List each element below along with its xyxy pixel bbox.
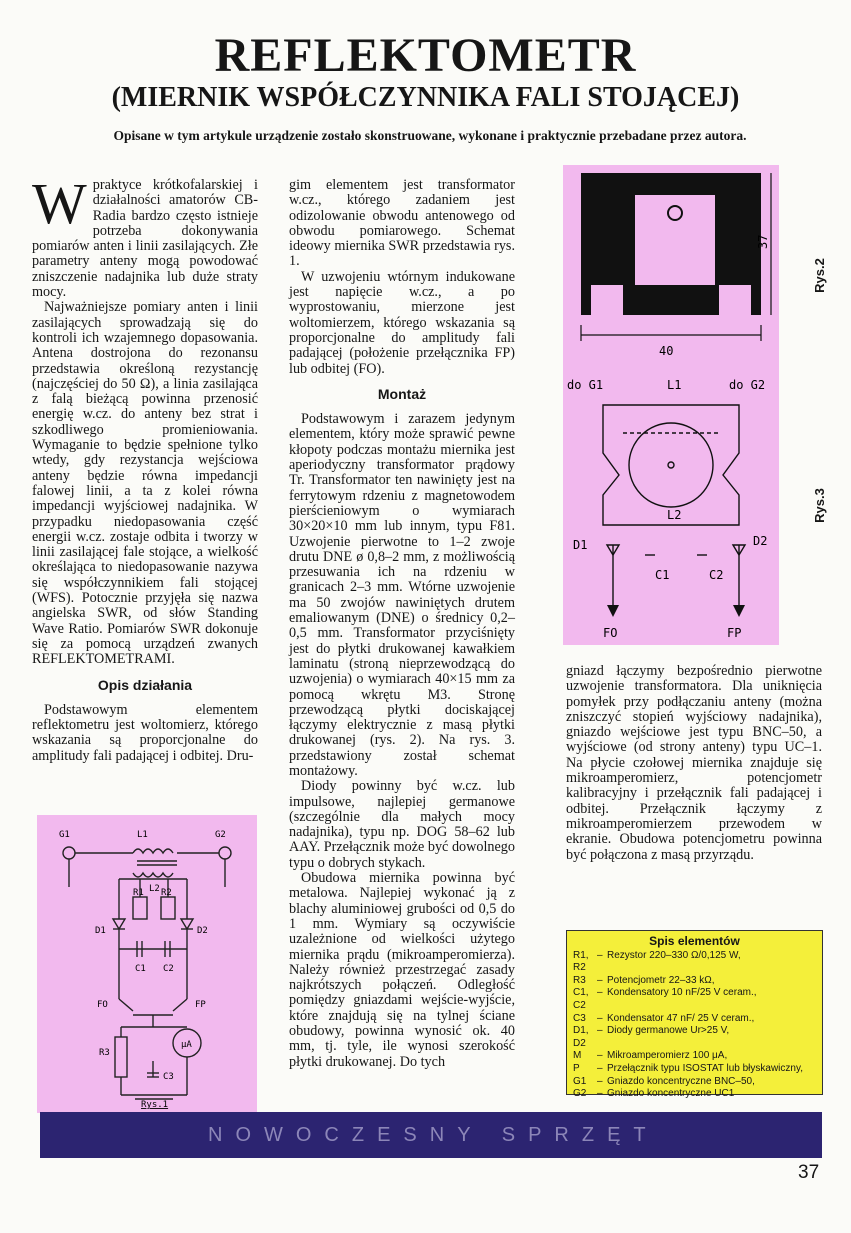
article-lead: Opisane w tym artykule urządzenie zostało skonstruowane, wykonane i praktycznie przebadane przez autora. — [113, 128, 747, 143]
svg-text:L1: L1 — [667, 378, 682, 392]
parts-row — [573, 1013, 816, 1026]
part-ref: G2 — [573, 1088, 587, 1100]
part-ref: C1, C2 — [573, 987, 589, 1011]
paragraph: Najważniejsze pomiary anten i linii zasilających sprowadzają się do kontroli ich wzajemnego dopasowania. Antena dostrojona do rezonansu przedstawia określoną rezystancję (najczęściej do 50 Ω), a linia zasilająca z falą bieżącą powinna przenosić energię w.cz. do anteny bez strat i szkodliwego promieniowania. Wymaganie to będzie spełnione tylko wtedy, gdy rezystancja wejściowa anteny będzie równa impedancji falowej linii, a ta z kolei równa impedancji wyjściowej nadajnika. W przypadku niedopasowania część energii w.cz. zostaje odbita i tworzy w linii zasilającej fale stojące, a wielkość określająca to niedopasowanie nazywa się współczynnikiem fali stojącej (WFS). Potocznie przyjęła się nazwa angielska SWR, od słów Standing Wave Ratio. Pomiarów SWR dokonuje się za pomocą urządzeń zwanych REFLEKTOMETRAMI. — [32, 299, 258, 668]
section-banner: NOWOCZESNY SPRZĘT — [40, 1112, 822, 1158]
svg-text:C3: C3 — [163, 1072, 174, 1082]
part-ref: R3 — [573, 974, 586, 986]
svg-text:D2: D2 — [197, 926, 208, 936]
svg-text:G2: G2 — [215, 830, 226, 840]
svg-text:do G1: do G1 — [567, 378, 604, 392]
paragraph: W uzwojeniu wtórnym indukowane jest napięcie w.cz., a po wyprostowaniu, mierzone jest woltomierzem, którego wskazania są proporcjonalne do amplitudy fali padającej (położenie przełącznika FP) lub odbitej (FO). — [289, 268, 515, 377]
paragraph: Podstawowym elementem reflektometru jest woltomierz, którego wskazania są proporcjonalne do amplitudy fali padającej i odbitej. Dru- — [32, 701, 258, 764]
column-2 — [289, 178, 515, 1070]
part-desc: Diody germanowe Ur>25 V, — [607, 1025, 730, 1037]
part-desc: Rezystor 220–330 Ω/0,125 W, — [607, 949, 741, 961]
svg-text:FO: FO — [603, 626, 618, 640]
svg-text:C1: C1 — [655, 568, 670, 582]
svg-text:L2: L2 — [667, 508, 682, 522]
drop-cap: W — [32, 171, 87, 236]
part-ref: C3 — [573, 1012, 586, 1024]
column-3 — [566, 664, 822, 863]
svg-text:FO: FO — [97, 1000, 108, 1010]
svg-text:C2: C2 — [163, 964, 174, 974]
paragraph: gniazd łączymy bezpośrednio pierwotne uzwojenie transformatora. Dla uniknięcia pomyłek przy podłączaniu anteny (można zniszczyć stopień wyjściowy nadajnika), gniazdo wejściowe jest typu BNC–50, a wyjściowe (od strony anteny) typu UC–1. Na płycie czołowej miernika znajduje się mikroamperomierz, potencjometr kalibracyjny i przełącznik fali padającej i odbitej. Przełącznik łączymy z mikroamperomierzem przewodem w ekranie. Obudowa potencjometru powinna być połączona z masą przyrządu. — [566, 663, 822, 863]
parts-row — [573, 975, 816, 988]
part-ref: G1 — [573, 1075, 587, 1087]
part-desc: Kondensatory 10 nF/25 V ceram., — [607, 987, 757, 999]
figure-rys1-schematic — [37, 815, 257, 1113]
parts-list — [566, 930, 823, 1100]
part-dash: – — [597, 974, 603, 986]
svg-text:μA: μA — [181, 1040, 192, 1050]
part-dash: – — [597, 1075, 603, 1087]
parts-row — [573, 1088, 816, 1101]
paragraph: gim elementem jest transformator w.cz., którego zadaniem jest odizolowanie obwodu antenowego od obwodu pomiarowego. Schemat ideowy miernika SWR przedstawia rys. 1. — [289, 177, 515, 270]
part-desc: Mikroamperomierz 100 μA, — [607, 1050, 728, 1062]
svg-text:FP: FP — [195, 1000, 206, 1010]
parts-row — [573, 950, 816, 975]
section-heading-montaz: Montaż — [377, 385, 427, 402]
section-heading-opis: Opis działania — [97, 676, 193, 693]
rys2-caption: Rys.2 — [811, 258, 827, 293]
part-dash: – — [597, 1062, 603, 1074]
paragraph: Diody powinny być w.cz. lub impulsowe, najlepiej germanowe (szczególnie dla małych mocy nadajnika), typu np. DOG 58–62 lub AAY. Przełącznik może być dowolnego typu o dobrych stykach. — [289, 778, 515, 871]
part-dash: – — [597, 1012, 603, 1024]
intro-paragraph: Wpraktyce krótkofalarskiej i działalności amatorów CB-Radia bardzo często istnieje potrzeba dokonywania pomiarów anten i linii zasilających. Złe parametry anteny mogą powodować zniszczenie nadajnika lub duże straty mocy. — [32, 171, 258, 301]
article-subtitle: (MIERNIK WSPÓŁCZYNNIKA FALI STOJĄCEJ) — [111, 82, 740, 113]
article-title: REFLEKTOMETR — [214, 29, 637, 82]
parts-row — [573, 1076, 816, 1089]
svg-text:L1: L1 — [137, 830, 148, 840]
svg-text:D1: D1 — [573, 538, 588, 552]
figure-rys2-rys3-pcb — [563, 165, 779, 645]
part-desc: Przełącznik typu ISOSTAT lub błyskawiczny, — [607, 1062, 803, 1074]
part-dash: – — [597, 987, 603, 999]
rys3-caption: Rys.3 — [811, 488, 827, 523]
svg-text:C2: C2 — [709, 568, 724, 582]
part-desc: Kondensator 47 nF/ 25 V ceram., — [607, 1012, 755, 1024]
page-number: 37 — [798, 1162, 820, 1183]
parts-row — [573, 1063, 816, 1076]
svg-text:do G2: do G2 — [729, 378, 766, 392]
schematic-diagram — [37, 815, 257, 1113]
column-1 — [32, 171, 258, 764]
part-desc: Gniazdo koncentryczne BNC–50, — [607, 1075, 755, 1087]
svg-text:C1: C1 — [135, 964, 146, 974]
part-ref: R1, R2 — [573, 949, 589, 974]
svg-text:D2: D2 — [753, 534, 768, 548]
part-desc: Potencjometr 22–33 kΩ, — [607, 974, 715, 986]
part-dash: – — [597, 1088, 603, 1100]
parts-title: Spis elementów — [649, 934, 740, 948]
svg-text:G1: G1 — [59, 830, 70, 840]
part-dash: – — [597, 1025, 603, 1037]
paragraph: Obudowa miernika powinna być metalowa. Najlepiej wykonać ją z blachy aluminiowej grubości od 0,5 do 1 mm. Wymiary są oczywiście uzależnione od wielkości użytego miernika prądu (mikroamperomierza). Należy również przestrzegać zasady najkrótszych połączeń. Odległość pomiędzy gniazdami wejście-wyjście, które znajdują się na tylnej ściane obudowy, powinna wynosić ok. 40 mm, tj. tyle, ile wynosi szerokość płytki drukowanej. Do tych — [289, 870, 515, 1070]
part-dash: – — [597, 949, 603, 961]
svg-text:FP: FP — [727, 626, 742, 640]
part-ref: D1, D2 — [573, 1025, 589, 1049]
part-ref: P — [573, 1062, 580, 1074]
svg-text:D1: D1 — [95, 926, 106, 936]
svg-text:R1: R1 — [133, 888, 144, 898]
paragraph: Podstawowym i zarazem jedynym elementem, który może sprawić pewne kłopoty podczas montażu miernika jest aperiodyczny transformator prądowy Tr. Transformator ten nawinięty jest na ferrytowym rdzeniu z magnetowodem pierścieniowym o wymiarach 30×20×10 mm lub innym, typu F81. Uzwojenie pierwotne to 1–2 zwoje drutu DNE ø 0,8–2 mm, z możliwością przesuwania ich na rdzeniu w granicach 2–3 mm. Wtórne uzwojenie ma 50 zwojów nawiniętych drutem emaliowanym (DNE) o średnicy 0,2–0,5 mm. Transformator przyciśnięty jest do płytki drukowanej kawałkiem laminatu (stroną nieprzewodzącą do uzwojenia) o wymiarach 40×15 mm za pomocą wkrętu M3. Stronę przewodzącą płytki dociskającej łączymy elektrycznie z masą płytki drukowanej (rys. 2). Na rys. 3. przedstawiony został schemat montażowy. — [289, 411, 515, 779]
svg-text:37: 37 — [756, 234, 770, 249]
part-desc: Gniazdo koncentryczne UC1 — [607, 1088, 735, 1100]
svg-text:40: 40 — [659, 344, 674, 358]
svg-text:L2: L2 — [149, 884, 160, 894]
svg-text:R2: R2 — [161, 888, 172, 898]
part-ref: M — [573, 1050, 582, 1062]
part-dash: – — [597, 1050, 603, 1062]
parts-row — [573, 1050, 816, 1063]
svg-text:Rys.1: Rys.1 — [141, 1100, 169, 1110]
parts-row — [573, 1025, 816, 1050]
svg-text:R3: R3 — [99, 1048, 110, 1058]
parts-row — [573, 987, 816, 1012]
pcb-diagram — [563, 165, 779, 645]
